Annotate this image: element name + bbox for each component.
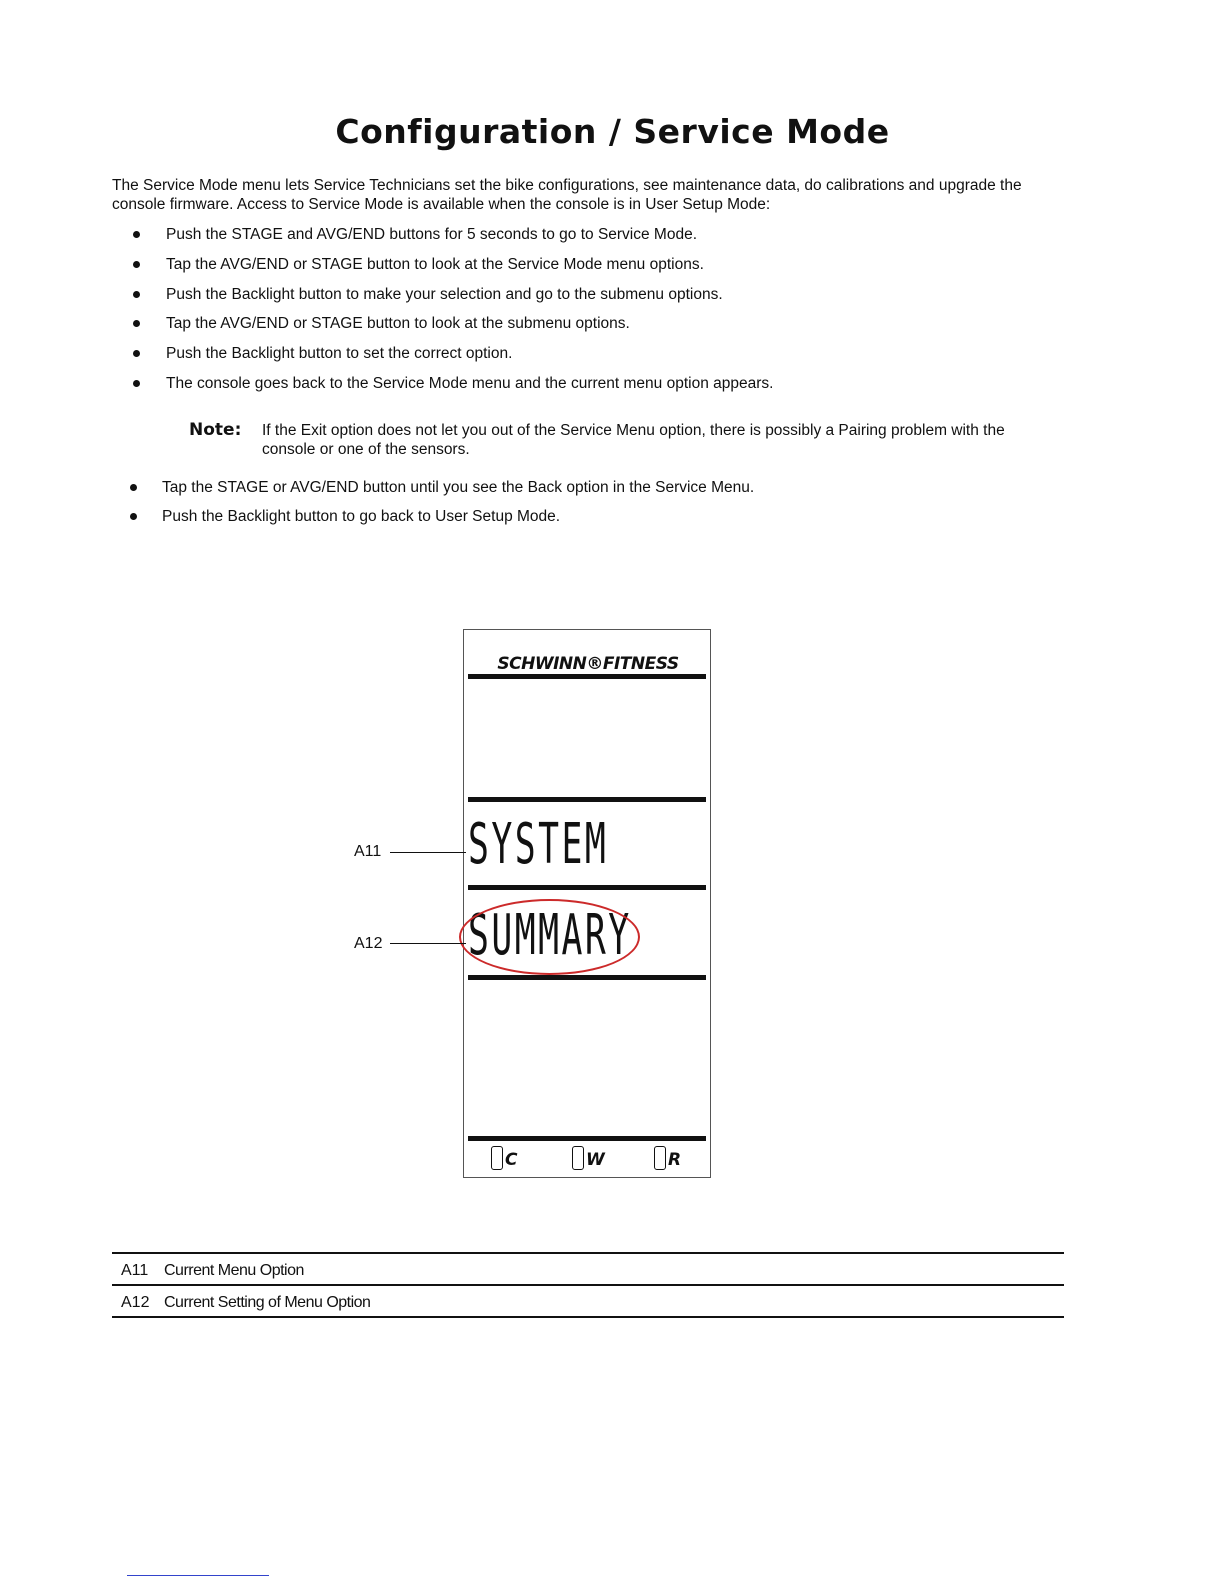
bullet-icon <box>133 320 140 327</box>
battery-icon <box>491 1146 503 1170</box>
divider <box>468 975 706 980</box>
callout-line <box>390 943 466 944</box>
highlight-circle <box>459 899 640 975</box>
step-text: Tap the AVG/END or STAGE button to look at the submenu options. <box>166 315 630 332</box>
battery-icon <box>572 1146 584 1170</box>
indicator-w <box>572 1146 605 1170</box>
bullet-icon <box>133 380 140 387</box>
legend-desc: Current Setting of Menu Option <box>164 1294 371 1311</box>
indicator-label: R <box>668 1150 682 1170</box>
step-text: Push the STAGE and AVG/END buttons for 5 seconds to go to Service Mode. <box>166 226 698 243</box>
indicator-c <box>491 1146 517 1170</box>
note-text: If the Exit option does not let you out of the Service Menu option, there is possibly a Pairing problem with the console or one of the sensors. <box>262 422 1005 458</box>
step-text: Push the Backlight button to go back to User Setup Mode. <box>162 508 561 525</box>
step-text: The console goes back to the Service Mode menu and the current menu option appears. <box>166 375 774 392</box>
bullet-icon <box>133 261 140 268</box>
bullet-icon <box>130 513 137 520</box>
callout-a11: A11 <box>354 843 382 860</box>
legend-code: A11 <box>121 1262 149 1279</box>
step-text: Tap the STAGE or AVG/END button until you see the Back option in the Service Menu. <box>162 479 755 496</box>
legend-code: A12 <box>121 1294 150 1311</box>
step-text: Push the Backlight button to set the correct option. <box>166 345 513 362</box>
table-row <box>112 1256 1064 1286</box>
list-item <box>130 507 560 527</box>
step-text: Push the Backlight button to make your selection and go to the submenu options. <box>166 286 723 303</box>
callout-a12: A12 <box>354 935 383 952</box>
divider <box>468 674 706 679</box>
divider <box>468 1136 706 1141</box>
indicator-label: W <box>586 1150 605 1170</box>
footer-rule <box>127 1575 269 1576</box>
list-item <box>130 478 754 498</box>
list-item <box>133 285 723 305</box>
battery-icon <box>654 1146 666 1170</box>
table-row <box>112 1288 1064 1318</box>
list-item <box>133 374 773 394</box>
table-rule <box>112 1284 1064 1286</box>
list-item <box>133 344 512 364</box>
divider <box>468 797 706 802</box>
list-item <box>133 314 630 334</box>
divider <box>468 885 706 890</box>
note-label: Note: <box>189 420 242 440</box>
menu-option-display: SYSTEM <box>468 812 609 877</box>
brand-logo: SCHWINN®FITNESS <box>497 654 679 674</box>
table-rule <box>112 1316 1064 1318</box>
bullet-icon <box>130 484 137 491</box>
step-text: Tap the AVG/END or STAGE button to look at the Service Mode menu options. <box>166 256 704 273</box>
menu-setting-display: SUMMARY <box>468 903 632 968</box>
indicator-label: C <box>505 1150 518 1170</box>
bullet-icon <box>133 231 140 238</box>
list-item <box>133 225 697 245</box>
bullet-icon <box>133 291 140 298</box>
indicator-r <box>654 1146 681 1170</box>
page-title: Configuration / Service Mode <box>335 112 890 151</box>
intro-paragraph: The Service Mode menu lets Service Technicians set the bike configurations, see maintenance data, do calibrations and upgrade the console firmware. Access to Service Mode is available when the console is in User Setup Mode: <box>112 177 1022 213</box>
callout-line <box>390 852 466 853</box>
legend-desc: Current Menu Option <box>164 1262 304 1279</box>
table-rule <box>112 1252 1064 1254</box>
list-item <box>133 255 704 275</box>
bullet-icon <box>133 350 140 357</box>
